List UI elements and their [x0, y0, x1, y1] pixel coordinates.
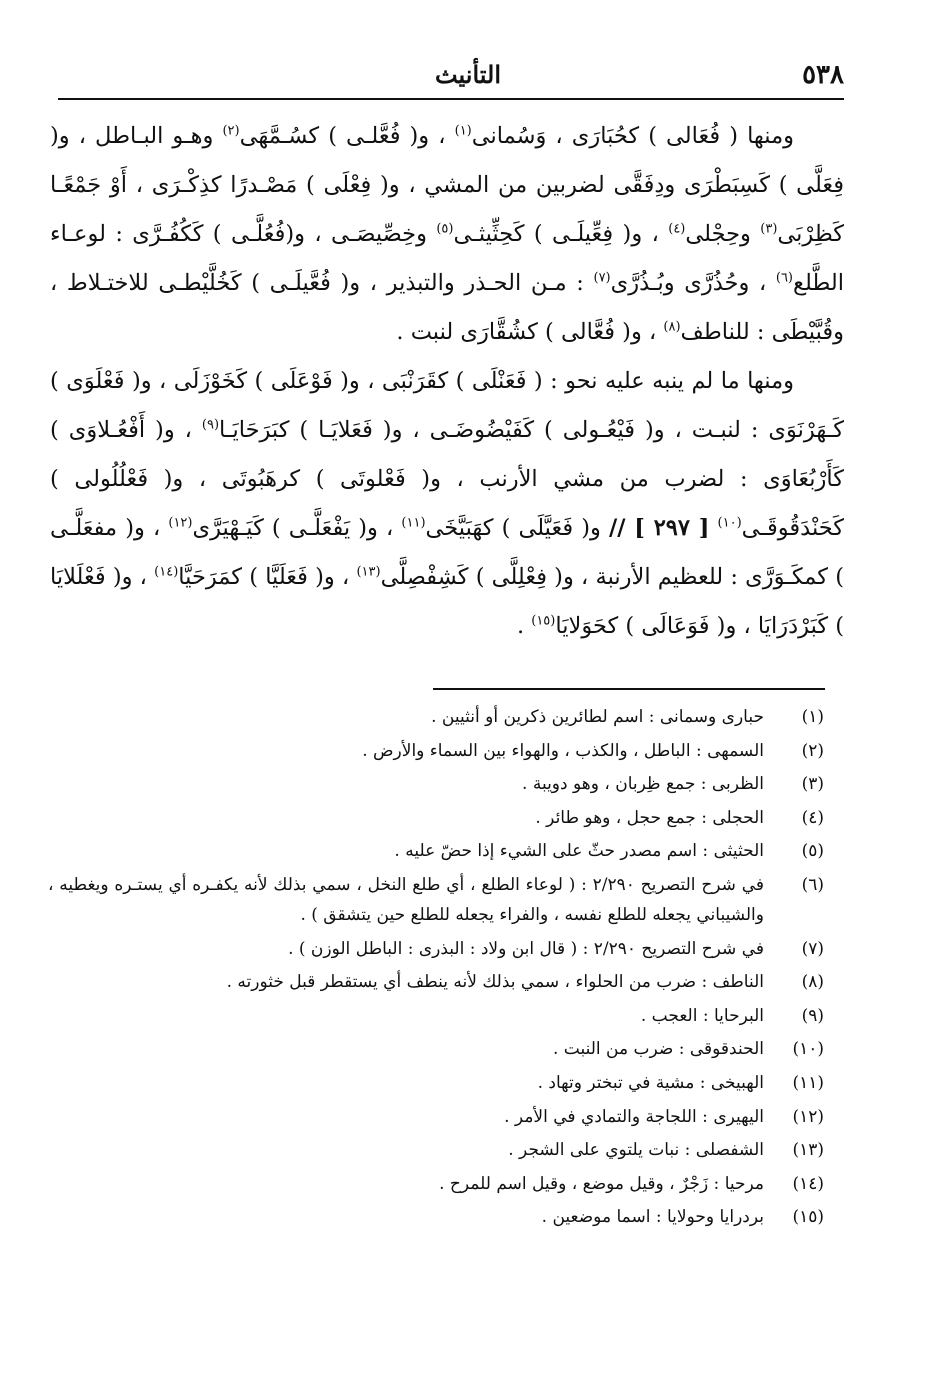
footnote-number: (٢) [801, 740, 824, 761]
footnote-item [48, 1068, 824, 1098]
footnote-text: مرحيا : زَجْرٌ ، وقيل موضع ، وقيل اسم للمرح . [439, 1173, 764, 1194]
body-paragraph [50, 357, 844, 651]
footnote-number: (٥) [801, 841, 824, 862]
body-text-segment: وهـو البـاطل ، و( فِعَلَّى ) كَسِبَطْرَى ودِفَقَّى لضربين من المشي ، و( فِعْلَى ) مَصْـدرًا كذِكْـرَى ، أَوْ جَمْعًـا كَظِرْبَى [50, 123, 845, 247]
footnote-text: الحثيثى : اسم مصدر حثّ على الشيء إذا حضّ عليه . [394, 841, 764, 862]
footnote-reference: (١٣) [356, 564, 381, 580]
footnote-item [48, 967, 824, 997]
footnote-text: حبارى وسمانى : اسم لطائرين ذكرين أو أنثيين . [431, 707, 764, 727]
body-text-segment: وحِجْلى [685, 221, 761, 247]
body-text-segment: و( فَعَيَّلَى ) كهَبَيَّخَى [425, 515, 609, 541]
manuscript-page-reference: [ ٢٩٧ ] // [608, 515, 710, 541]
footnote-number: (١٤) [792, 1173, 824, 1194]
body-text-segment: ، و( فَعْلَلايَا ) كَبَرْدَرَايَا ، و( فَوَعَالَى ) كحَوَلايَا [50, 564, 844, 639]
body-text-segment: ، و( فُعَّلـى ) كسُـمَّهَى [239, 123, 455, 149]
body-text-segment: ومنها ( فُعَالى ) كحُبَارَى ، وَسُمانى [471, 123, 794, 149]
footnote-number: (٧) [801, 938, 824, 959]
footnote-number: (٦) [801, 874, 824, 895]
footnote-text: بردرايا وحولايا : اسما موضعين . [541, 1207, 764, 1228]
footnote-number: (١١) [792, 1072, 824, 1093]
footnote-reference: (٢) [222, 123, 240, 139]
body-text-segment: ومنها ما لم ينبه عليه نحو : ( فَعَنْلَى ) كقَرَنْبَى ، و( فَوْعَلَى ) كَخَوْزَلَى ، و( فَعْلَوَى ) كَـهَرْنَوَى : لنبـت ، و( فَيْعُـولى ) كَفَيْضُوضَـى ، و( فَعَلايَـا ) كبَرَحَايَـا [50, 368, 844, 443]
footnote-text: الظربى : جمع ظِربان ، وهو دويبة . [522, 774, 764, 795]
footnote-reference: (٥) [436, 221, 454, 237]
footnote-reference: (٩) [201, 417, 220, 433]
footnote-item [48, 934, 824, 964]
running-head [58, 58, 844, 100]
footnote-item [48, 1034, 824, 1064]
footnote-item [48, 1202, 824, 1232]
footnote-item [48, 702, 824, 732]
footnote-text: البرحايا : العجب . [640, 1005, 764, 1026]
body-text-segment: ، و( فُعَّالى ) كشُقَّارَى لنبت . [396, 319, 664, 345]
footnote-number: (١٥) [792, 1207, 824, 1228]
page-number: ٥٣٨ [802, 60, 844, 90]
footnote-item [48, 736, 824, 766]
footnote-text: في شرح التصريح ٢/٢٩٠ : ( قال ابن ولاد : البذرى : الباطل الوزن ) . [288, 938, 764, 959]
body-text-segment: وخِصِّيصَـى ، و(فُعُلَّـى ) كَكُفُـرَّى : لوعـاء الطَّلع [50, 221, 844, 296]
footnote-reference: (١) [454, 123, 472, 139]
footnote-number: (١٣) [792, 1140, 824, 1161]
footnote-reference: (٤) [668, 221, 686, 237]
chapter-title: التأنيث [434, 60, 502, 89]
body-text-segment [709, 515, 717, 541]
footnote-number: (١٠) [792, 1039, 824, 1060]
body-text-segment: ، و( أَفْعُـلاوَى ) كَأَرْبُعَاوَى : لضرب من مشي الأرنب ، و( فَعْلوتَى ) كرهَبُوتَى ، و( فَعْلُلُولى ) كَحَنْدَقُوقَـى [50, 417, 844, 541]
footnote-reference: (٣) [760, 221, 778, 237]
body-text-segment: ، و( مفعَلَّـى ) كمكَـوَرَّى : للعظيم الأرنبة ، و( فِعْلِلَّى ) كَشِفْصِلَّى [50, 515, 845, 590]
footnote-number: (٤) [801, 807, 824, 828]
body-text-segment: ، و( فَعَلَيَّا ) كمَرَحَيَّا [178, 564, 357, 590]
footnote-number: (٩) [801, 1005, 824, 1026]
footnote-item [48, 1102, 824, 1132]
body-paragraph [50, 112, 844, 357]
body-text-segment: ، و( يَفْعَلَّـى ) كَيَـهْيَرَّى [192, 515, 402, 541]
footnote-reference: (٦) [775, 270, 793, 286]
footnote-number: (٣) [801, 774, 824, 795]
body-text-segment: . [516, 613, 532, 639]
footnote-text: اليهيرى : اللجاجة والتمادي في الأمر . [504, 1106, 764, 1127]
footnote-reference: (١٤) [154, 564, 179, 580]
footnote-reference: (١٥) [531, 613, 556, 629]
footnote-text: الحندقوقى : ضرب من النبت . [552, 1039, 764, 1060]
footnote-reference: (٨) [663, 319, 681, 335]
footnote-divider [433, 688, 825, 690]
footnote-item [48, 836, 824, 866]
footnote-item [48, 1001, 824, 1031]
footnote-text: الحجلى : جمع حجل ، وهو طائر . [535, 807, 764, 828]
footnote-reference: (٧) [593, 270, 611, 286]
footnote-text: الناطف : ضرب من الحلواء ، سمي بذلك لأنه ينطف أي يستقطر قبل خثورته . [226, 972, 764, 993]
footnote-reference: (١١) [401, 515, 426, 531]
body-text-segment: ، و( فِعِّيلَـى ) كَحِثِّيثـى [453, 221, 669, 247]
footnote-item [48, 1135, 824, 1165]
footnote-number: (٨) [801, 972, 824, 993]
footnote-text: السمهى : الباطل ، والكذب ، والهواء بين السماء والأرض . [362, 740, 764, 761]
footnote-number: (١٢) [792, 1106, 824, 1127]
footnote-reference: (١٠) [717, 515, 742, 531]
body-text-segment: ، وحُذُرَّى وبُـذُرَّى [610, 270, 776, 296]
footnote-item [48, 870, 824, 930]
footnote-reference: (١٢) [168, 515, 193, 531]
footnote-item [48, 769, 824, 799]
footnote-item [48, 1169, 824, 1199]
footnote-text: الهبيخى : مشية في تبختر وتهاد . [537, 1072, 764, 1093]
body-text-segment: : مـن الحـذر والتبذير ، و( فُعَّيلَـى ) كَخُلَّيْطـى للاختـلاط ، وقُبَّيْطَى : للناطف [50, 270, 844, 345]
footnote-text: في شرح التصريح ٢/٢٩٠ : ( لوعاء الطلع ، أي طلع النخل ، سمي بذلك لأنه يكفـره أي يستـره ويغطيه ، والشيباني يجعله للطلع نفسه ، والفراء يجعله للطلع حين يتشقق ) . [48, 874, 764, 925]
footnote-item [48, 803, 824, 833]
footnotes [48, 702, 824, 1236]
footnote-text: الشفصلى : نبات يلتوي على الشجر . [508, 1140, 764, 1161]
footnote-number: (١) [801, 707, 824, 727]
main-text [50, 112, 844, 651]
